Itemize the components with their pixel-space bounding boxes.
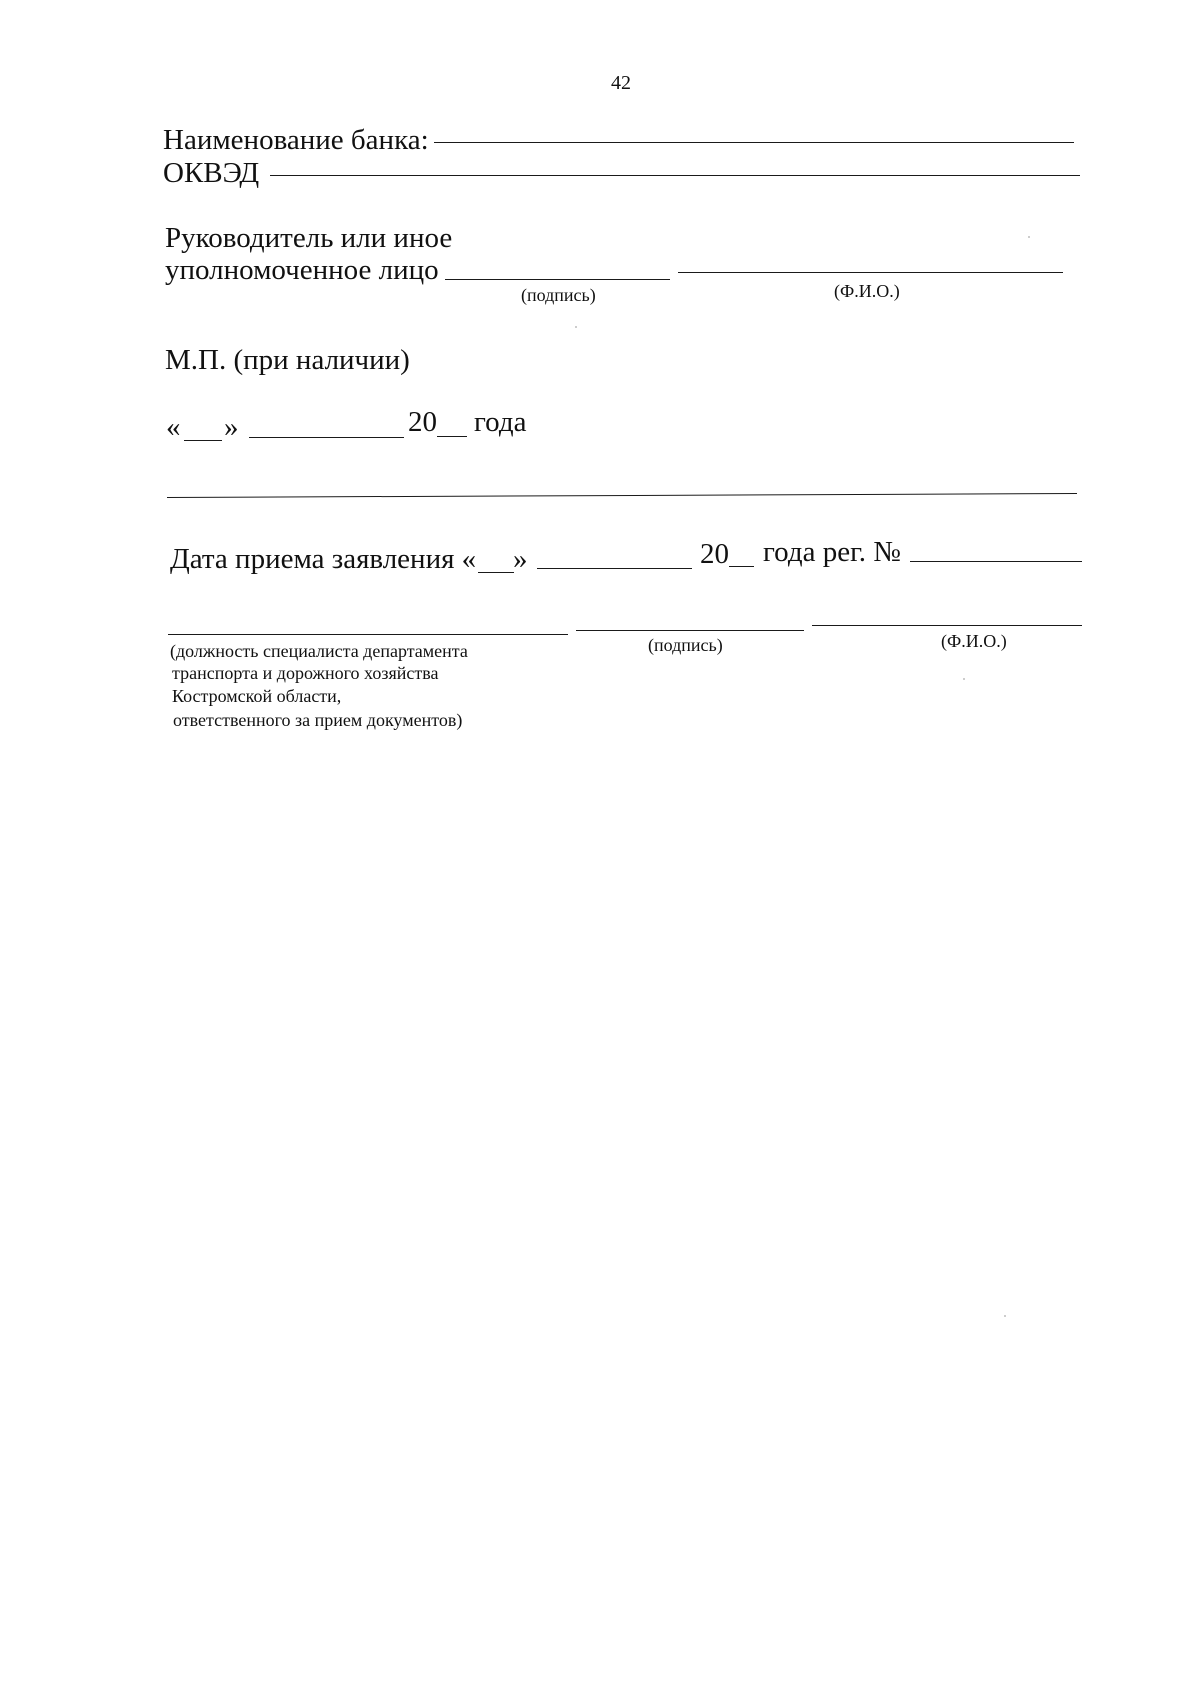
- receipt-month-line[interactable]: [537, 568, 692, 569]
- date-day-line[interactable]: [184, 440, 222, 441]
- specialist-fio-caption: (Ф.И.О.): [941, 631, 1007, 651]
- scan-speck: [1004, 1315, 1006, 1317]
- receipt-day-line[interactable]: [478, 572, 514, 573]
- specialist-fio-line[interactable]: [812, 625, 1082, 626]
- head-signature-line[interactable]: [445, 279, 670, 280]
- specialist-signature-caption: (подпись): [648, 635, 723, 655]
- date-month-line[interactable]: [249, 437, 404, 438]
- receipt-reg-label: года рег. №: [763, 536, 901, 568]
- bank-name-field-line[interactable]: [434, 142, 1074, 143]
- date-year-line[interactable]: [437, 436, 467, 437]
- receipt-year-prefix: 20: [700, 538, 729, 570]
- head-fio-caption: (Ф.И.О.): [834, 281, 900, 301]
- scan-speck: [1028, 236, 1030, 238]
- specialist-position-line[interactable]: [168, 634, 568, 635]
- receipt-reg-number-line[interactable]: [910, 561, 1082, 562]
- head-label-line1: Руководитель или иное: [165, 222, 453, 254]
- section-separator-line: [167, 493, 1077, 498]
- receipt-close-quote: »: [513, 543, 528, 575]
- head-label-line2: уполномоченное лицо: [165, 254, 439, 286]
- page-number: 42: [611, 72, 631, 94]
- date-close-quote: »: [224, 411, 239, 443]
- scan-speck: [963, 678, 965, 680]
- receipt-date-label: Дата приема заявления «: [170, 543, 477, 575]
- date-year-suffix: года: [474, 406, 527, 438]
- okved-label: ОКВЭД: [163, 157, 260, 189]
- stamp-label: М.П. (при наличии): [165, 344, 410, 376]
- date-open-quote: «: [166, 411, 181, 443]
- date-year-prefix: 20: [408, 406, 437, 438]
- receipt-year-line[interactable]: [729, 566, 754, 567]
- specialist-position-caption-line3: Костромской области,: [172, 686, 342, 706]
- okved-field-line[interactable]: [270, 175, 1080, 176]
- specialist-position-caption-line1: (должность специалиста департамента: [170, 641, 468, 661]
- head-signature-caption: (подпись): [521, 285, 596, 305]
- specialist-position-caption-line4: ответственного за прием документов): [173, 710, 463, 730]
- head-fio-line[interactable]: [678, 272, 1063, 273]
- specialist-signature-line[interactable]: [576, 630, 804, 631]
- scan-speck: [575, 326, 577, 328]
- specialist-position-caption-line2: транспорта и дорожного хозяйства: [172, 663, 439, 683]
- bank-name-label: Наименование банка:: [163, 124, 429, 156]
